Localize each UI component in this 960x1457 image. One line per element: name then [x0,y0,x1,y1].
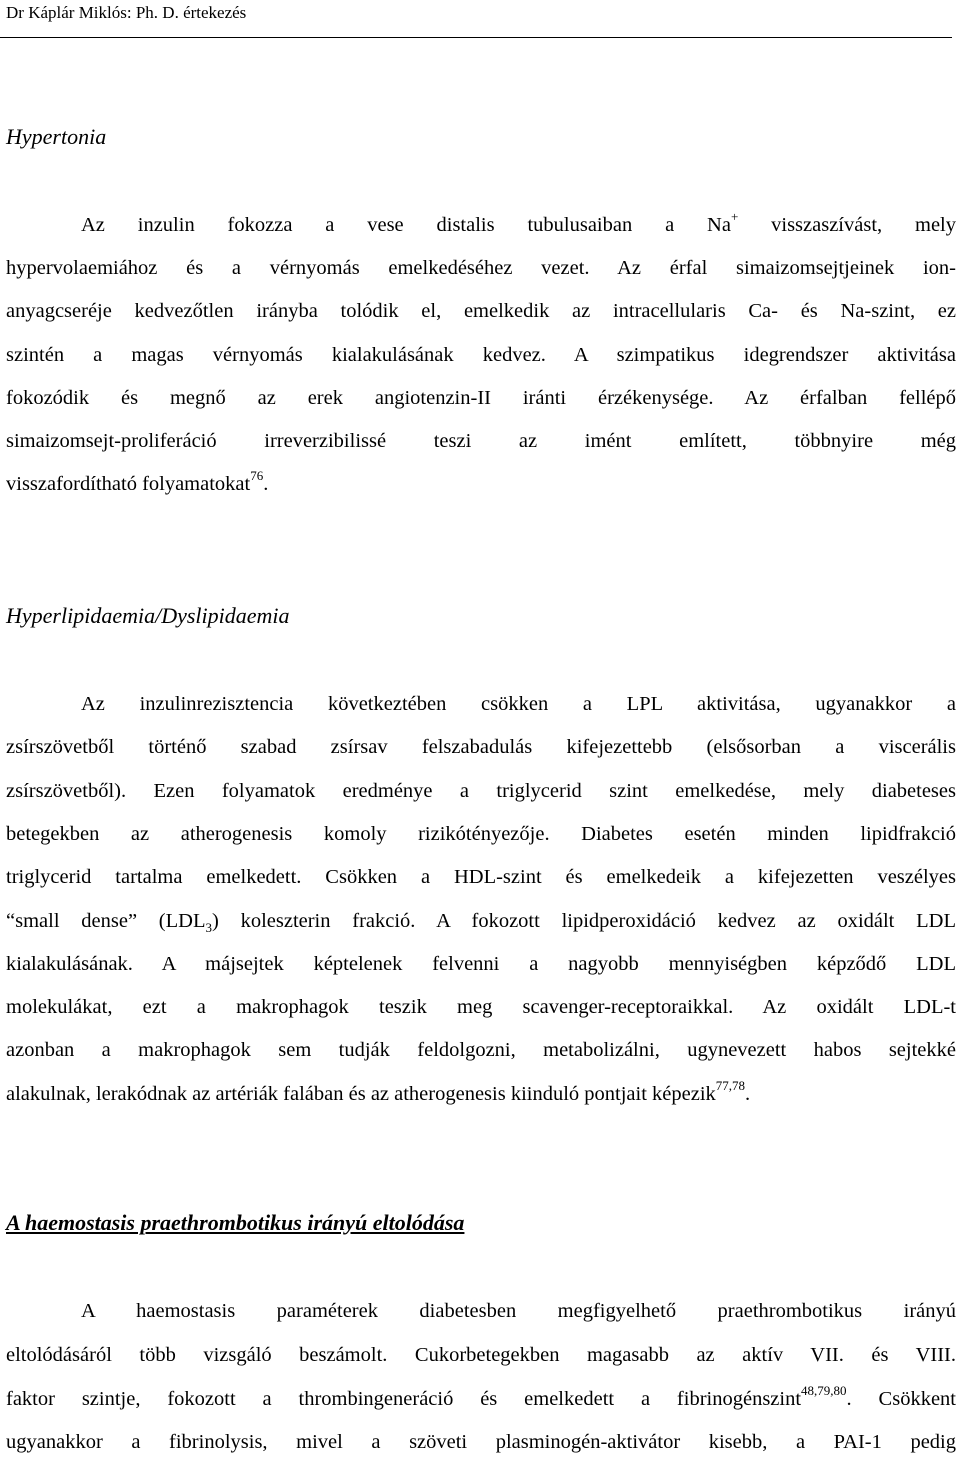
line-text: azonban a makrophagok sem tudják feldolgozni, metabolizálni, ugynevezett habos sejtekké [6,1039,956,1062]
header-rule [0,37,952,38]
paragraph-line [81,212,956,238]
section-heading-hyperlipidaemia: Hyperlipidaemia/Dyslipidaemia [6,603,290,628]
paragraph-line [6,864,956,890]
line-text: triglycerid tartalma emelkedett. Csökken a HDL-szint és emelkedeik a kifejezetten veszélyes [6,866,956,889]
paragraph-line [81,691,956,717]
line-text-tail: visszaszívást, mely [738,214,956,236]
line-text: zsírszövetből). Ezen folyamatok eredménye a triglycerid szint emelkedése, mely diabeteses [6,779,956,802]
paragraph-line [6,908,956,934]
line-text: zsírszövetből történő szabad zsírsav felszabadulás kifejezettebb (elsősorban a viscerális [6,736,956,759]
paragraph-line [6,951,956,977]
paragraph-line [6,342,956,368]
paragraph-line [6,298,956,324]
reference-superscript: 48,79,80 [801,1385,847,1398]
line-text: “small dense” (LDL [6,909,206,932]
line-text: visszafordítható folyamatokat [6,473,251,496]
paragraph-line [6,428,956,454]
reference-superscript: 76 [250,468,264,484]
line-text-tail: ) koleszterin frakció. A fokozott lipidperoxidáció kedvez az oxidált LDL [211,909,956,932]
paragraph-line [6,468,956,497]
section-heading-haemostasis: A haemostasis praethrombotikus irányú eltolódása [6,1210,465,1235]
line-text: faktor szintje, fokozott a thrombingeneráció és emelkedett a fibrinogénszint [6,1387,802,1410]
line-text: Az inzulin fokozza a vese distalis tubulusaiban a Na [81,214,731,236]
paragraph-line [6,778,956,804]
line-text: Az inzulinrezisztencia következtében csökken a LPL aktivitása, ugyanakkor a [81,693,956,715]
line-text: simaizomsejt-proliferáció irreverzibilissé teszi az imént említett, többnyire még [6,430,956,452]
paragraph-line [81,1298,956,1324]
section-heading-hypertonia: Hypertonia [6,124,107,149]
line-text-tail: . [263,473,269,496]
line-text-tail: . Csökkent [846,1387,956,1410]
paragraph-line [6,255,956,281]
line-text: anyagcseréje kedvezőtlen irányba tolódik el, emelkedik az intracellularis Ca- és Na-szint, ez [6,300,956,323]
line-text: eltolódásáról több vizsgáló beszámolt. Cukorbetegekben magasabb az aktív VII. és VIII. [6,1343,956,1366]
paragraph-line [6,385,956,411]
paragraph-line [6,1077,956,1107]
line-text: hypervolaemiához és a vérnyomás emelkedéséhez vezet. Az érfal simaizomsejtjeinek ion- [6,257,956,280]
paragraph-line [6,734,956,760]
line-text: alakulnak, lerakódnak az artériák falában és az atherogenesis kiinduló pontjait képezik [6,1082,716,1105]
line-text: szintén a magas vérnyomás kialakulásának kedvez. A szimpatikus idegrendszer aktivitása [6,343,956,366]
line-text-tail: . [745,1082,751,1105]
paragraph-line [6,1386,956,1412]
subscript: 3 [205,919,212,934]
line-text: betegekben az atherogenesis komoly rizikótényezője. Diabetes esetén minden lipidfrakció [6,822,956,845]
reference-superscript: + [730,212,739,225]
paragraph-line [6,1342,956,1368]
line-text: molekulákat, ezt a makrophagok teszik meg scavenger-receptoraikkal. Az oxidált LDL-t [6,996,956,1019]
line-text: fokozódik és megnő az erek angiotenzin-II iránti érzékenysége. Az érfalban fellépő [6,386,956,409]
line-text: kialakulásának. A májsejtek képtelenek felvenni a nagyobb mennyiségben képződő LDL [6,952,956,975]
page-header: Dr Káplár Miklós: Ph. D. értekezés [6,3,247,22]
paragraph-line [6,821,956,847]
paragraph-line [6,1429,956,1455]
paragraph-line [6,994,956,1020]
line-text: ugyanakkor a fibrinolysis, mivel a szöveti plasminogén-aktivátor kisebb, a PAI-1 pedig [6,1431,956,1454]
reference-superscript: 77,78 [715,1077,746,1093]
paragraph-line [6,1037,956,1063]
line-text: A haemostasis paraméterek diabetesben megfigyelhető praethrombotikus irányú [81,1300,956,1322]
